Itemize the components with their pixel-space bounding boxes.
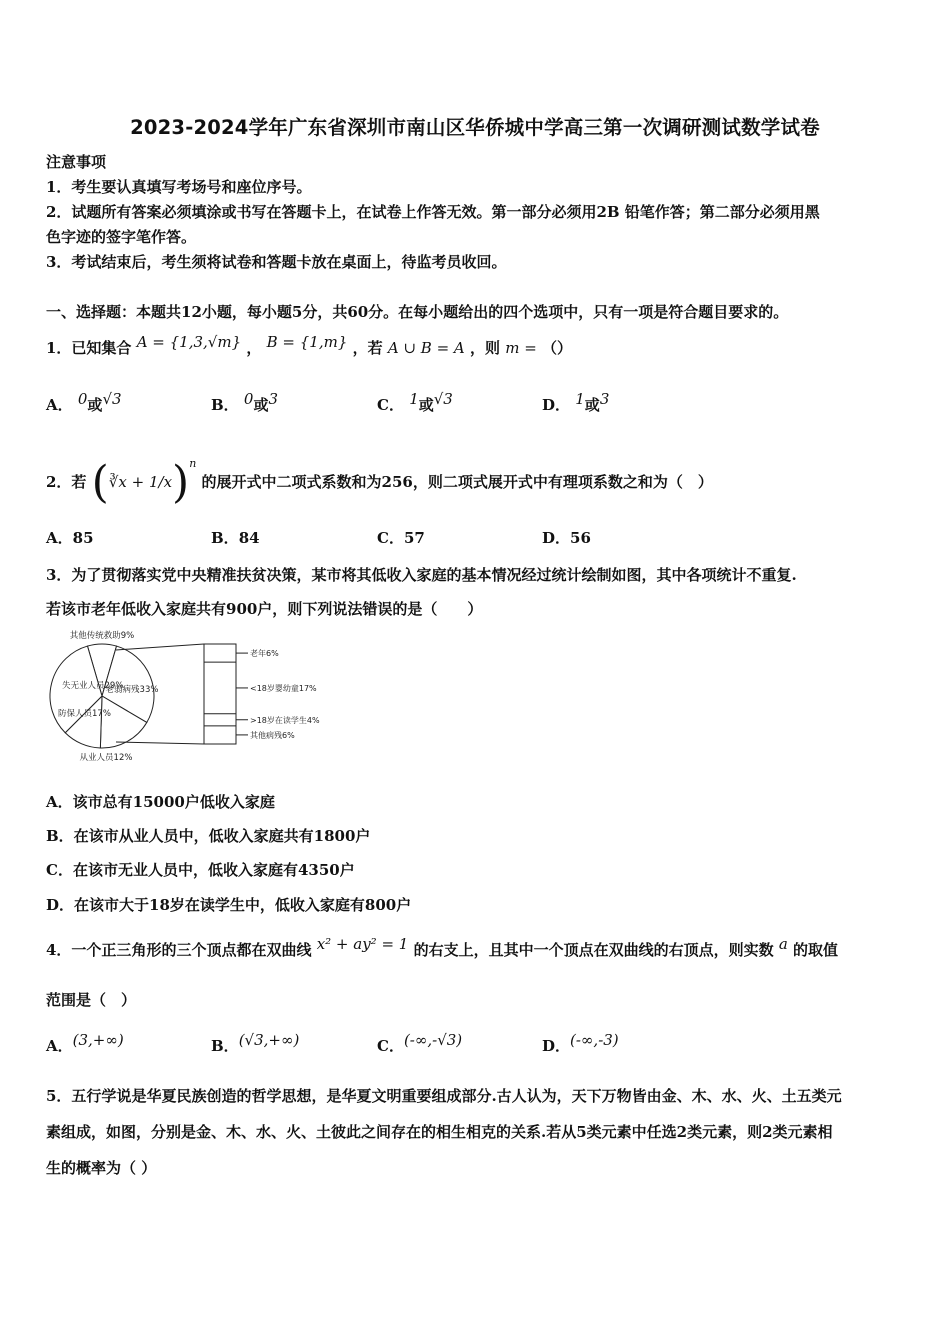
question-5-line-1: 5．五行学说是华夏民族创造的哲学思想，是华夏文明重要组成部分.古人认为，天下万物皆由金、木、水、火、土五类元 [46,1087,842,1105]
q2-option-c[interactable]: C．57 [377,529,425,547]
q3-pie-chart [44,626,344,776]
q1-ask-prefix: ，则 [469,339,500,357]
q1-option-a[interactable]: A． 0或√3 [46,390,122,414]
q1-tail: （） [542,339,573,357]
q4-option-a[interactable]: A．(3,+∞) [46,1031,124,1055]
q1-comma: ， [246,339,262,357]
exam-title: 2023-2024学年广东省深圳市南山区华侨城中学高三第一次调研测试数学试卷 [130,116,820,139]
q4-option-c[interactable]: C．(-∞,-√3) [377,1031,463,1055]
breakdown-label: 其他病残6% [250,730,295,740]
breakdown-connector-bottom [116,742,204,744]
q3-option-a[interactable]: A．该市总有15000户低收入家庭 [46,793,275,811]
pie-label: 防保人员17% [58,709,111,719]
notice-item-3: 3．考试结束后，考生须将试卷和答题卡放在桌面上，待监考员收回。 [46,253,507,271]
q2-power: n [189,457,197,470]
q1-cond-prefix: ，若 [352,339,383,357]
q2-prefix: 2．若 [46,473,87,491]
q4-mid: 的右支上，且其中一个顶点在双曲线的右顶点，则实数 [413,941,774,959]
q4-option-d[interactable]: D．(-∞,-3) [542,1031,619,1055]
q1-ask: m = [505,339,537,357]
breakdown-bar [204,644,236,744]
pie-label: 其他传统救助9% [69,631,135,641]
q1-condition: A ∪ B = A [387,339,465,357]
q2-text: 的展开式中二项式系数和为256，则二项式展开式中有理项系数之和为（ ） [201,473,713,491]
pie-label: 老弱病残33% [105,685,159,695]
question-5-line-3: 生的概率为（ ） [46,1159,157,1177]
notice-heading: 注意事项 [46,153,107,171]
question-4-line-2: 范围是（ ） [46,991,137,1009]
q1-set-b: B = {1,m} [266,333,348,351]
q4-tail: 的取值 [793,941,839,959]
breakdown-label: <18岁婴幼童17% [250,683,317,693]
q1-prefix: 1．已知集合 [46,339,132,357]
q4-curve: x² + ay² = 1 [316,935,409,953]
pie-label: 从业人员12% [79,753,133,763]
section-heading: 一、选择题：本题共12小题，每小题5分，共60分。在每小题给出的四个选项中，只有一项是符合题目要求的。 [46,303,789,321]
q3-option-d[interactable]: D．在该市大于18岁在读学生中，低收入家庭有800户 [46,896,412,914]
breakdown-label: 老年6% [250,649,279,659]
notice-item-2-cont: 色字迹的签字笔作答。 [46,228,197,246]
pie-label: 失无业人员29% [62,681,124,691]
q3-option-c[interactable]: C．在该市无业人员中，低收入家庭有4350户 [46,861,355,879]
q4-var: a [778,935,788,953]
q2-option-d[interactable]: D．56 [542,529,591,547]
q1-set-a: A = {1,3,√m} [136,333,242,351]
question-4 [46,935,906,962]
question-5-line-2: 素组成，如图，分别是金、木、水、火、土彼此之间存在的相生相克的关系.若从5类元素中任选2类元素，则2类元素相 [46,1123,833,1141]
q3-option-b[interactable]: B．在该市从业人员中，低收入家庭共有1800户 [46,827,371,845]
q4-prefix: 4．一个正三角形的三个顶点都在双曲线 [46,941,312,959]
q4-option-b[interactable]: B．(√3,+∞) [211,1031,300,1055]
question-1 [46,333,906,360]
q2-expression: ∛x + 1/x [108,473,173,491]
question-2: 2．若 (∛x + 1/x)$^n$ 的展开式中二项式系数和为256，则二项式展开式中有理项系数之和为（ ） [46,457,713,508]
q2-option-b[interactable]: B．84 [211,529,260,547]
breakdown-label: >18岁在读学生4% [250,715,320,725]
q1-option-b[interactable]: B． 0或3 [211,390,279,414]
q1-option-c[interactable]: C． 1或√3 [377,390,453,414]
breakdown-connector-top [116,644,204,650]
q1-option-d[interactable]: D． 1或3 [542,390,610,414]
notice-item-1: 1．考生要认真填写考场号和座位序号。 [46,178,312,196]
question-3-line-2: 若该市老年低收入家庭共有900户，则下列说法错误的是（ ） [46,600,483,618]
question-3-line-1: 3．为了贯彻落实党中央精准扶贫决策，某市将其低收入家庭的基本情况经过统计绘制如图，其中各项统计不重复. [46,566,797,584]
notice-item-2: 2．试题所有答案必须填涂或书写在答题卡上，在试卷上作答无效。第一部分必须用2B 铅笔作答；第二部分必须用黑 [46,203,820,221]
q2-option-a[interactable]: A．85 [46,529,94,547]
